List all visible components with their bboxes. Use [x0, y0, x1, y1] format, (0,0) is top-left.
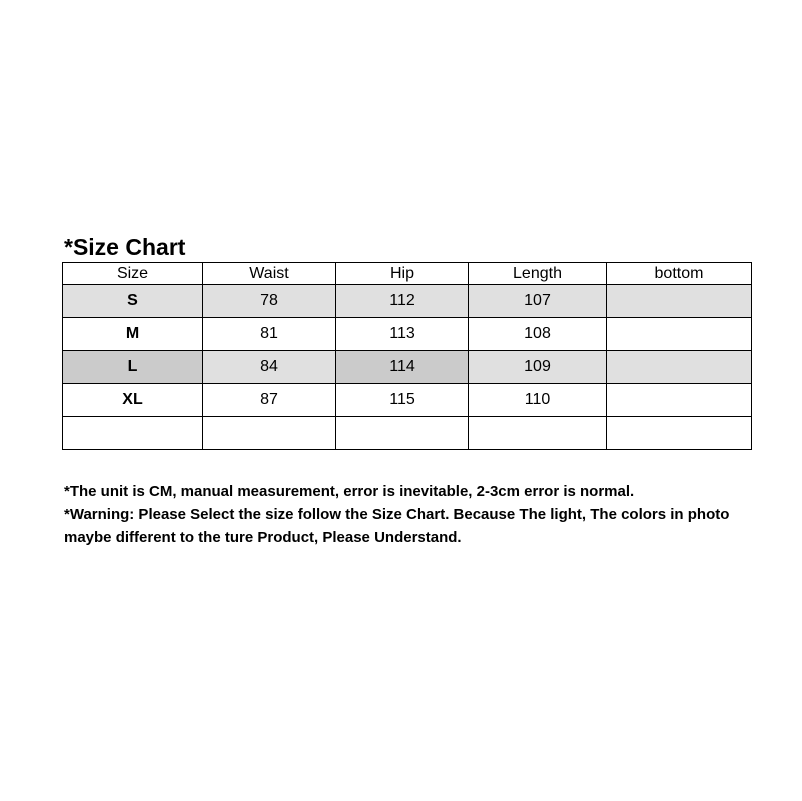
- table-row: [63, 417, 752, 450]
- table-row: [63, 351, 752, 384]
- cell-size: M: [63, 318, 203, 351]
- cell-hip: 113: [336, 318, 469, 351]
- header-hip: Hip: [336, 263, 469, 285]
- cell-hip: 112: [336, 285, 469, 318]
- cell-length: [469, 417, 607, 450]
- cell-size: [63, 417, 203, 450]
- table-row: [63, 384, 752, 417]
- cell-bottom: [607, 285, 752, 318]
- header-bottom: bottom: [607, 263, 752, 285]
- header-waist: Waist: [203, 263, 336, 285]
- table-row: [63, 318, 752, 351]
- size-table: [62, 262, 752, 450]
- table-row: [63, 285, 752, 318]
- cell-waist: 84: [203, 351, 336, 384]
- cell-bottom: [607, 318, 752, 351]
- cell-bottom: [607, 384, 752, 417]
- warning-note: *Warning: Please Select the size follow the Size Chart. Because The light, The colors in photo maybe different to the ture Product, Please Understand.: [64, 506, 730, 546]
- cell-size: L: [63, 351, 203, 384]
- cell-length: 107: [469, 285, 607, 318]
- header-size: Size: [63, 263, 203, 285]
- cell-size: XL: [63, 384, 203, 417]
- cell-waist: 81: [203, 318, 336, 351]
- cell-length: 108: [469, 318, 607, 351]
- cell-hip: 114: [336, 351, 469, 384]
- cell-waist: [203, 417, 336, 450]
- notes: [64, 480, 764, 549]
- cell-bottom: [607, 351, 752, 384]
- cell-waist: 78: [203, 285, 336, 318]
- cell-size: S: [63, 285, 203, 318]
- header-length: Length: [469, 263, 607, 285]
- chart-title: *Size Chart: [64, 234, 186, 260]
- table-header-row: [63, 263, 752, 285]
- unit-note: *The unit is CM, manual measurement, error is inevitable, 2-3cm error is normal.: [64, 483, 635, 500]
- cell-hip: [336, 417, 469, 450]
- cell-length: 110: [469, 384, 607, 417]
- cell-bottom: [607, 417, 752, 450]
- cell-waist: 87: [203, 384, 336, 417]
- cell-hip: 115: [336, 384, 469, 417]
- cell-length: 109: [469, 351, 607, 384]
